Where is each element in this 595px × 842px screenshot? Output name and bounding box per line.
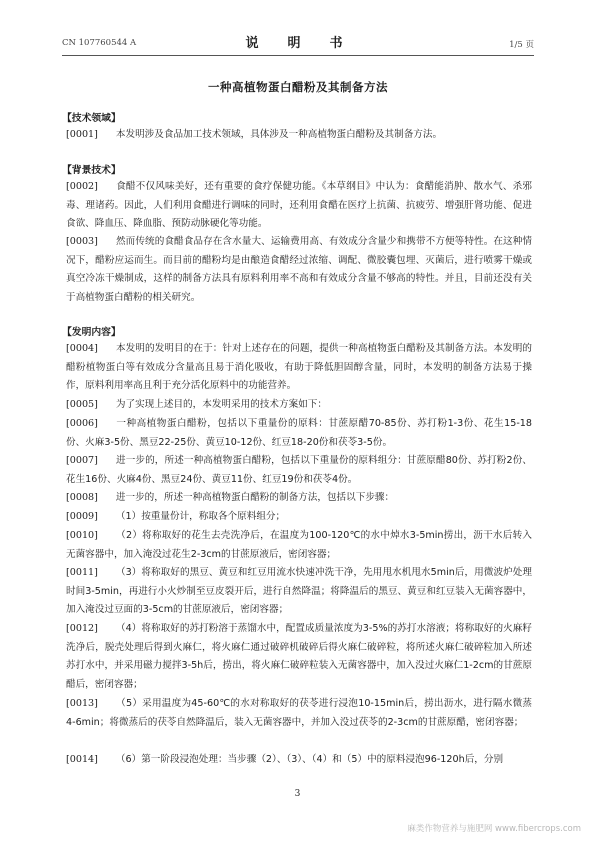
paragraph-text: （4）将称取好的苏打粉溶于蒸馏水中，配置成质量浓度为3-5%的苏打水溶液；将称取好的火麻籽洗净后，脱壳处理后得到火麻仁，将火麻仁通过破碎机破碎后得火麻仁破碎粒，将所述火麻仁破碎粒加入所述苏打水中，并采用磁力搅拌3-5h后，捞出，将火麻仁破碎粒装入无菌容器中，加入没过火麻仁1-2cm的甘蔗原醋后，密闭容器； <box>66 623 532 690</box>
paragraph-text: （3）将称取好的黑豆、黄豆和红豆用流水快速冲洗干净，先用甩水机甩水5min后，用微波炉处理时间3-5min，再进行小火炒制至豆皮裂开后，进行自然降温；将降温后的黑豆、黄豆和红豆装入无菌容器中，加入淹没过豆面的3-5cm的甘蔗原液后，密闭容器； <box>66 567 532 615</box>
header-divider <box>62 55 534 56</box>
section-heading-summary: 【发明内容】 <box>62 327 121 338</box>
section-heading-tech-field: 【技术领域】 <box>62 113 121 124</box>
paragraph <box>66 564 532 620</box>
paragraph <box>66 527 532 564</box>
paragraph-number: [0006] <box>66 418 98 429</box>
page-number: 3 <box>294 789 301 799</box>
watermark: 麻类作物营养与施肥网 www.fibercrops.com <box>407 824 581 834</box>
paragraph-number: [0012] <box>66 623 98 634</box>
paragraph-text: 进一步的，所述一种高植物蛋白醋粉，包括以下重量份的原料组分：甘蔗原醋80份、苏打粉2份、花生16份、火麻4份、黑豆24份、黄豆11份、红豆19份和茯苓4份。 <box>66 455 532 485</box>
paragraph <box>66 396 532 415</box>
paragraph <box>66 126 532 145</box>
paragraph-number: [0010] <box>66 530 98 541</box>
paragraph-text: 一种高植物蛋白醋粉，包括以下重量份的原料：甘蔗原醋70-85份、苏打粉1-3份、花生15-18份、火麻3-5份、黑豆22-25份、黄豆10-12份、红豆18-20份和茯苓3-5份。 <box>66 418 532 448</box>
paragraph <box>66 489 532 508</box>
paragraph-text: 本发明涉及食品加工技术领域，具体涉及一种高植物蛋白醋粉及其制备方法。 <box>115 129 443 140</box>
paragraph-text: （6）第一阶段浸泡处理：当步骤（2）、（3）、（4）和（5）中的原料浸泡96-120h后，分别 <box>115 754 504 765</box>
paragraph <box>66 233 532 307</box>
paragraph-text: 进一步的，所述一种高植物蛋白醋粉的制备方法，包括以下步骤： <box>115 492 395 503</box>
document-type: 说 明 书 <box>245 36 351 51</box>
page-counter: 1/5 页 <box>509 40 534 50</box>
paragraph-number: [0003] <box>66 236 98 247</box>
document-title: 一种高植物蛋白醋粉及其制备方法 <box>208 80 388 94</box>
paragraph-text: （1）按重量份计，称取各个原料组分； <box>115 511 286 522</box>
paragraph-number: [0011] <box>66 567 98 578</box>
paragraph <box>66 340 532 396</box>
paragraph-number: [0001] <box>66 129 98 140</box>
paragraph-number: [0008] <box>66 492 98 503</box>
page-header <box>62 30 534 52</box>
paragraph-text: 然而传统的食醋食品存在含水量大、运输费用高、有效成分含量少和携带不方便等特性。在这种情况下，醋粉应运而生。而目前的醋粉均是由酿造食醋经过浓缩、调配、微胶囊包埋、灭菌后，进行喷雾干燥或真空冷冻干燥制成，这样的制备方法具有原料利用率不高和有效成分含量不够高的特性。并且，目前还没有关于高植物蛋白醋粉的相关研究。 <box>66 236 532 303</box>
paragraph <box>66 620 532 694</box>
paragraph <box>66 508 532 527</box>
paragraph-text: 本发明的发明目的在于：针对上述存在的问题，提供一种高植物蛋白醋粉及其制备方法。本发明的醋粉植物蛋白等有效成分含量高且易于消化吸收，有助于降低胆固醇含量，同时，本发明的制备方法易于操作，原料利用率高且利于充分活化原料中的功能营养。 <box>66 343 532 391</box>
paragraph-number: [0009] <box>66 511 98 522</box>
paragraph-number: [0004] <box>66 343 98 354</box>
paragraph <box>66 415 532 452</box>
paragraph-number: [0013] <box>66 698 98 709</box>
paragraph-number: [0002] <box>66 181 98 192</box>
paragraph <box>66 452 532 489</box>
paragraph-text: 食醋不仅风味美好，还有重要的食疗保健功能。《本草纲目》中认为：食醋能消肿、散水气、杀邪毒、理诸药。因此，人们利用食醋进行调味的同时，还利用食醋在医疗上抗菌、抗疲劳、增强肝肾功能、促进食欲、降血压、降血脂、预防动脉硬化等功能。 <box>66 181 532 229</box>
paragraph-text: （2）将称取好的花生去壳洗净后，在温度为100-120℃的水中焯水3-5min捞出，沥干水后转入无菌容器中，加入淹没过花生2-3cm的甘蔗原液后，密闭容器； <box>66 530 532 560</box>
paragraph <box>66 695 532 732</box>
paragraph-text: （5）采用温度为45-60℃的水对称取好的茯苓进行浸泡10-15min后，捞出沥水，进行隔水微蒸4-6min；将微蒸后的茯苓自然降温后，装入无菌容器中，并加入没过茯苓的2-3cm的甘蔗原醋，密闭容器； <box>66 698 532 728</box>
section-heading-background: 【背景技术】 <box>62 165 121 176</box>
paragraph-number: [0005] <box>66 399 98 410</box>
paragraph-text: 为了实现上述目的，本发明采用的技术方案如下： <box>115 399 327 410</box>
paragraph <box>66 178 532 234</box>
patent-number: CN 107760544 A <box>62 38 137 48</box>
paragraph <box>66 751 532 770</box>
paragraph-number: [0014] <box>66 754 98 765</box>
paragraph-number: [0007] <box>66 455 98 466</box>
